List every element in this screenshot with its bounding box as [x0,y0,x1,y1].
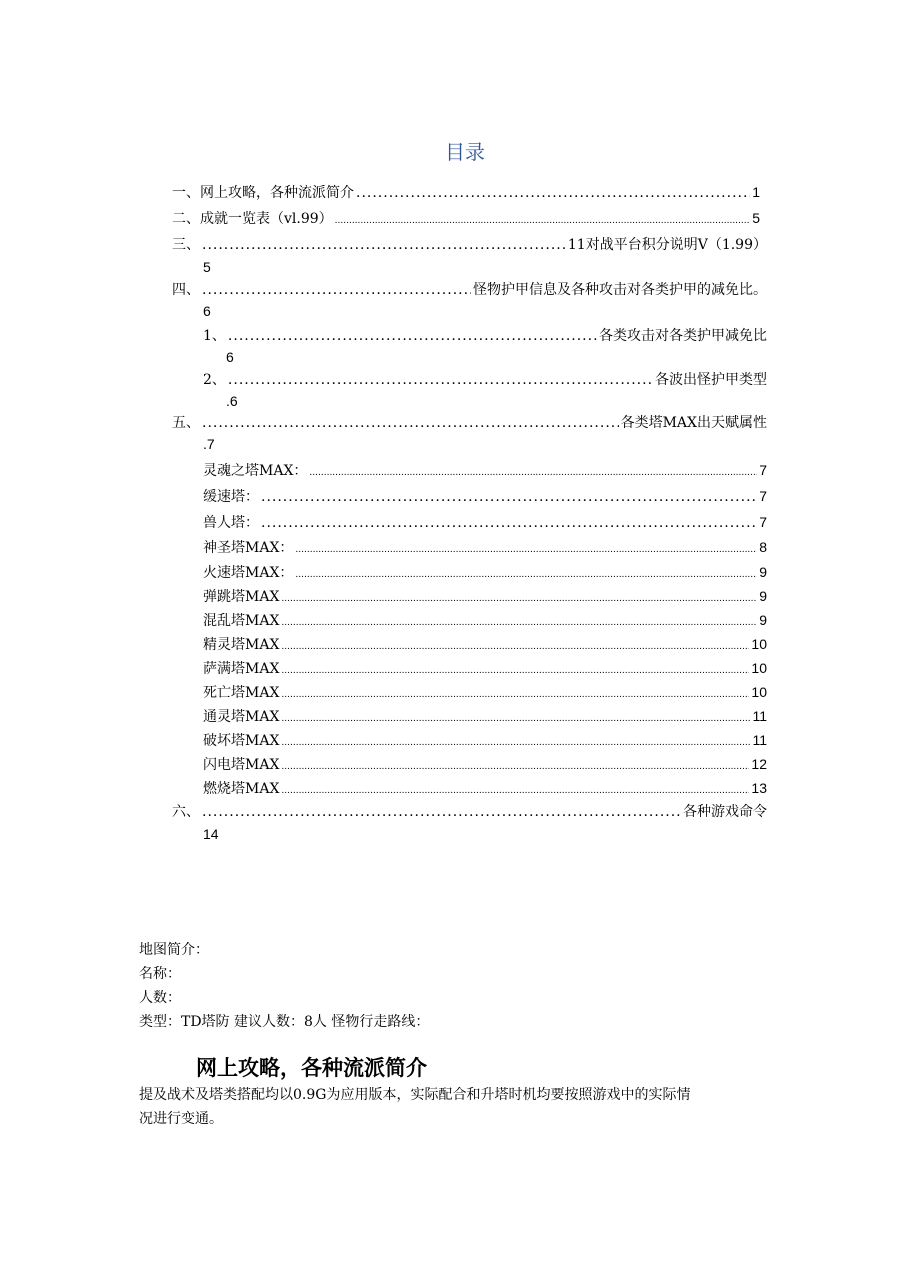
toc-entry-number: 三、 [172,237,200,253]
toc-entry-text: 各类攻击对各类护甲减免比 [599,328,767,344]
toc-entry-number: 五、 [172,415,200,431]
toc-leader [228,371,653,389]
toc-sub-entry[interactable] [203,731,767,752]
toc-entry-1[interactable] [172,183,760,202]
toc-entry-number: 2、 [203,372,226,388]
toc-entry-page: 7 [759,462,767,478]
toc-leader [281,710,750,728]
toc-entry-number: 1、 [203,328,226,344]
map-name-label: 名称： [139,966,181,982]
map-type-line: 类型：TD塔防 建议人数：8人 怪物行走路线： [139,1014,430,1030]
toc-entry-text: 神圣塔MAX： [203,540,294,556]
toc-leader [261,488,757,506]
toc-entry-page: 5 [752,210,760,226]
toc-leader [202,236,566,254]
toc-entry-number: 六、 [172,804,200,820]
toc-entry-text: 各波出怪护甲类型 [655,372,767,388]
toc-leader [309,464,757,482]
toc-leader [281,782,749,800]
toc-sub-entry[interactable] [203,635,767,656]
toc-entry-text: 成就一览表（vl.99） [200,211,333,227]
toc-entry-6[interactable] [172,803,767,821]
toc-leader [281,686,749,704]
toc-entry-number: 四、 [172,282,200,298]
toc-entry-text: 火速塔MAX： [203,565,294,581]
toc-entry-page: 11 [752,708,767,724]
section-heading: 网上攻略，各种流派简介 [196,1055,427,1080]
toc-entry-5-page: .7 [203,436,215,452]
toc-entry-4-2[interactable] [203,371,767,389]
toc-leader [281,638,749,656]
toc-leader [281,590,757,608]
toc-entry-page: 7 [759,514,767,530]
toc-entry-page: 10 [751,636,767,652]
toc-entry-text: 兽人塔： [203,515,259,531]
toc-entry-page: 13 [751,780,767,796]
toc-entry-page: 10 [751,660,767,676]
toc-leader [281,734,750,752]
toc-entry-text: 混乱塔MAX [203,613,280,629]
toc-entry-text: 怪物护甲信息及各种攻击对各类护甲的减免比。 [473,282,767,298]
toc-sub-entry[interactable] [203,513,767,532]
toc-leader [356,184,750,202]
toc-entry-number: 二、 [172,211,200,227]
toc-leader [202,803,681,821]
toc-entry-5[interactable] [172,414,767,432]
toc-leader [281,614,757,632]
toc-entry-2[interactable] [172,209,760,230]
toc-entry-text: 网上攻略，各种流派简介 [200,185,354,201]
toc-sub-entry[interactable] [203,707,767,728]
toc-entry-page: 9 [759,612,767,628]
toc-sub-entry[interactable] [203,487,767,506]
toc-leader [295,566,757,584]
toc-entry-text: 破坏塔MAX [203,733,280,749]
toc-sub-entry[interactable] [203,587,767,608]
toc-sub-entry[interactable] [203,563,767,584]
toc-entry-page: 9 [759,564,767,580]
toc-entry-page: 12 [751,756,767,772]
toc-entry-page: 10 [751,684,767,700]
toc-entry-number: 一、 [172,185,200,201]
toc-entry-page: 7 [759,488,767,504]
toc-leader [295,541,757,559]
toc-leader [281,662,749,680]
toc-sub-entry[interactable] [203,659,767,680]
toc-sub-entry[interactable] [203,611,767,632]
toc-leader [335,212,751,230]
toc-sub-entry[interactable] [203,683,767,704]
toc-entry-text: 各类塔MAX出天赋属性 [620,415,767,431]
toc-sub-entry[interactable] [203,461,767,482]
toc-leader [202,414,619,432]
toc-entry-4-page: 6 [203,303,211,319]
toc-entry-text: 灵魂之塔MAX： [203,463,308,479]
section-paragraph-line-2: 况进行变通。 [139,1111,223,1127]
toc-entry-3-page: 5 [203,259,211,275]
map-intro-label: 地图简介： [139,942,209,958]
toc-entry-4-1[interactable] [203,327,767,345]
toc-sub-entry[interactable] [203,538,767,559]
toc-entry-page: 1 [752,184,760,200]
toc-leader [228,327,597,345]
toc-title: 目录 [445,140,485,164]
toc-entry-3[interactable] [172,236,767,254]
toc-entry-4-1-page: 6 [226,349,234,365]
toc-entry-6-page: 14 [203,826,219,842]
toc-leader [281,758,749,776]
toc-entry-page: 8 [759,539,767,555]
toc-entry-4-2-page: .6 [226,393,238,409]
toc-entry-text: 各种游戏命令 [683,804,767,820]
toc-entry-text: 燃烧塔MAX [203,781,280,797]
toc-entry-text: 闪电塔MAX [203,757,280,773]
toc-entry-4[interactable] [172,281,767,299]
toc-sub-entry[interactable] [203,755,767,776]
toc-entry-text: 死亡塔MAX [203,685,280,701]
toc-entry-text: 精灵塔MAX [203,637,280,653]
toc-leader [202,281,471,299]
section-paragraph-line-1: 提及战术及塔类搭配均以0.9G为应用版本，实际配合和升塔时机均要按照游戏中的实际情 [139,1087,691,1103]
toc-entry-text: 11对战平台积分说明V（1.99） [567,237,767,253]
toc-leader [261,514,757,532]
toc-sub-entry[interactable] [203,779,767,800]
toc-entry-page: 11 [752,732,767,748]
toc-entry-text: 缓速塔： [203,489,259,505]
toc-entry-text: 通灵塔MAX [203,709,280,725]
map-players-label: 人数： [139,990,181,1006]
toc-entry-text: 萨满塔MAX [203,661,280,677]
toc-entry-page: 9 [759,588,767,604]
toc-entry-text: 弹跳塔MAX [203,589,280,605]
